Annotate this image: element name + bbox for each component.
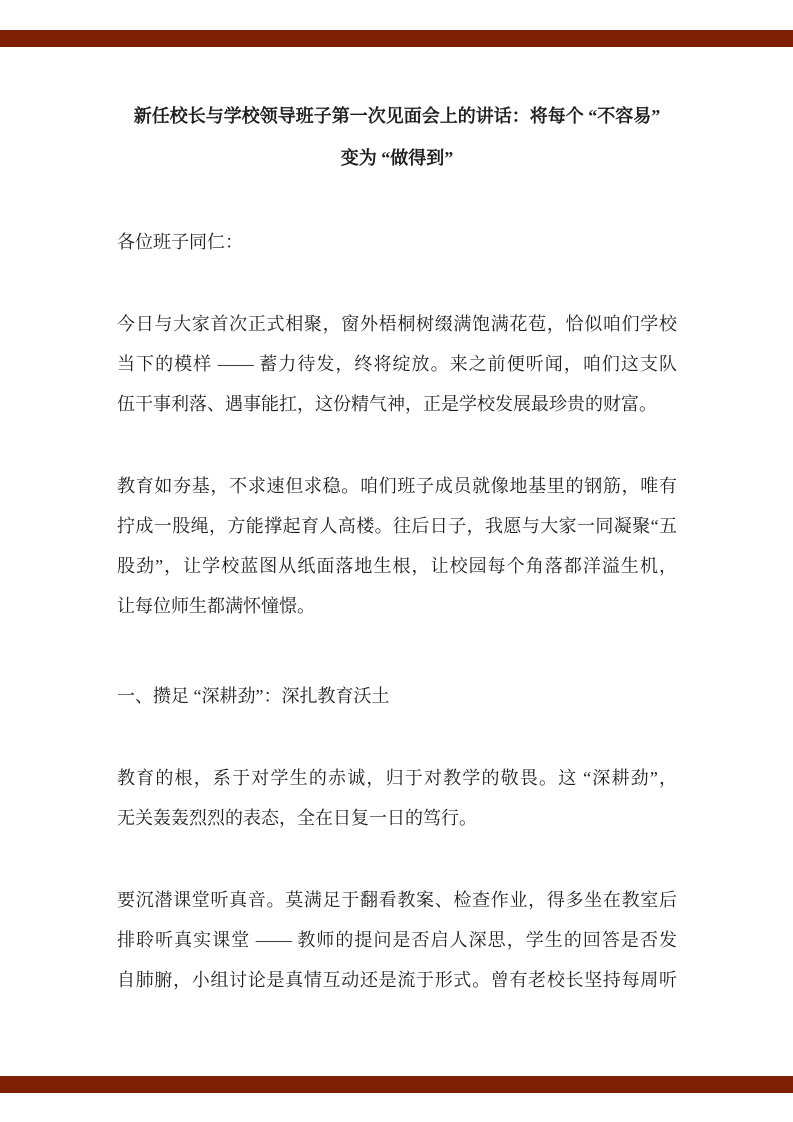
text-line: 教育的根，系于对学生的赤诚，归于对教学的敬畏。这 “深耕劲”， — [117, 768, 677, 788]
text-line: 要沉潜课堂听真音。莫满足于翻看教案、检查作业，得多坐在教室后 — [117, 890, 677, 910]
text-line: 今日与大家首次正式相聚，窗外梧桐树缀满饱满花苞，恰似咱们学校 — [117, 314, 677, 334]
doc-body — [117, 222, 677, 1000]
text-line: 教育如夯基，不求速但求稳。咱们班子成员就像地基里的钢筋，唯有 — [117, 476, 677, 496]
doc-paragraph — [117, 880, 677, 1000]
doc-title — [117, 95, 677, 179]
doc-title-line: 新任校长与学校领导班子第一次见面会上的讲话：将每个 “不容易” — [133, 106, 661, 126]
page-separator-bottom — [0, 1076, 793, 1093]
text-line: 让每位师生都满怀憧憬。 — [117, 596, 315, 616]
text-line: 拧成一股绳，方能撑起育人高楼。往后日子，我愿与大家一同凝聚“五 — [117, 516, 677, 536]
doc-paragraph — [117, 304, 677, 424]
text-line: 当下的模样 —— 蓄力待发，终将绽放。来之前便听闻，咱们这支队 — [117, 354, 677, 374]
text-line: 自肺腑，小组讨论是真情互动还是流于形式。曾有老校长坚持每周听 — [117, 970, 677, 990]
doc-paragraph — [117, 466, 677, 626]
doc-heading — [117, 676, 677, 716]
text-line: 各位班子同仁： — [117, 232, 243, 252]
doc-salutation — [117, 222, 677, 262]
document-content — [117, 0, 677, 1000]
text-line: 一、攒足 “深耕劲”：深扎教育沃土 — [117, 686, 390, 706]
text-line: 股劲”，让学校蓝图从纸面落地生根，让校园每个角落都洋溢生机， — [117, 556, 677, 576]
text-line: 无关轰轰烈烈的表态，全在日复一日的笃行。 — [117, 808, 477, 828]
doc-title-line: 变为 “做得到” — [340, 148, 454, 168]
text-line: 伍干事利落、遇事能扛，这份精气神，正是学校发展最珍贵的财富。 — [117, 394, 657, 414]
doc-paragraph — [117, 758, 677, 838]
text-line: 排聆听真实课堂 —— 教师的提问是否启人深思，学生的回答是否发 — [117, 930, 677, 950]
